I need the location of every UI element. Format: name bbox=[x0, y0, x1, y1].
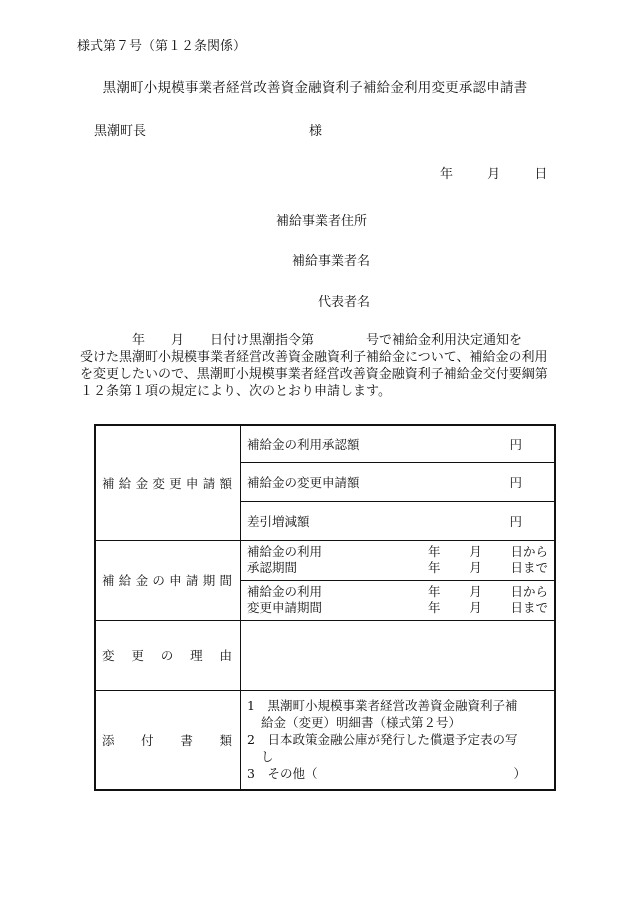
request-body bbox=[80, 332, 550, 400]
applicant-name-label: 補給事業者名 bbox=[292, 254, 371, 269]
attachments-header: 添付書類 bbox=[95, 690, 241, 790]
period-header: 補給金の申請期間 bbox=[95, 540, 241, 620]
difference-row bbox=[241, 501, 556, 540]
addressee: 黒潮町長 bbox=[94, 124, 147, 139]
representative-label: 代表者名 bbox=[318, 295, 371, 310]
month-label: 月 bbox=[487, 167, 501, 182]
year-label: 年 bbox=[428, 560, 441, 575]
attachments-list bbox=[241, 690, 556, 790]
difference-label: 差引増減額 bbox=[247, 513, 310, 529]
changed-period-row bbox=[241, 580, 556, 620]
year-label: 年 bbox=[440, 167, 454, 182]
body-line: を変更したいので、黒潮町小規模事業者経営改善資金融資利子補給金交付要綱第 bbox=[80, 367, 548, 382]
approved-period-row bbox=[241, 540, 556, 580]
close-paren: ） bbox=[513, 766, 526, 782]
applicant-address-label: 補給事業者住所 bbox=[276, 214, 368, 229]
attachment-item: 1 黒潮町小規模事業者経営改善資金融資利子補 bbox=[247, 698, 518, 714]
approved-period-label-1: 補給金の利用 bbox=[247, 544, 323, 559]
honorific: 様 bbox=[309, 124, 323, 139]
body-line: 受けた黒潮町小規模事業者経営改善資金融資利子補給金について、補給金の利用 bbox=[80, 350, 548, 365]
approved-amount-row bbox=[241, 425, 556, 462]
month-label: 月 bbox=[469, 600, 482, 615]
yen-unit: 円 bbox=[509, 436, 522, 452]
reason-field[interactable] bbox=[241, 620, 556, 690]
day-to-label: 日まで bbox=[510, 560, 548, 575]
requested-amount-row bbox=[241, 462, 556, 501]
reason-header: 変更の理由 bbox=[95, 620, 241, 690]
approved-period-label-2: 承認期間 bbox=[247, 560, 298, 575]
change-amount-header: 補給金変更申請額 bbox=[95, 425, 241, 540]
day-from-label: 日から bbox=[510, 584, 548, 599]
day-to-label: 日まで bbox=[510, 600, 548, 615]
month-label: 月 bbox=[469, 544, 482, 559]
body-line: １２条第１項の規定により、次のとおり申請します。 bbox=[80, 384, 391, 399]
body-line: 年 月 日付け黒潮指令第 号で補給金利用決定通知を bbox=[80, 333, 523, 348]
date-line bbox=[440, 163, 547, 182]
form-number: 様式第７号（第１２条関係） bbox=[77, 39, 247, 54]
changed-period-label-1: 補給金の利用 bbox=[247, 584, 323, 599]
month-label: 月 bbox=[469, 560, 482, 575]
requested-amount-label: 補給金の変更申請額 bbox=[247, 474, 360, 490]
attachment-item: 2 日本政策金融公庫が発行した償還予定表の写 bbox=[247, 732, 518, 748]
yen-unit: 円 bbox=[509, 513, 522, 529]
year-label: 年 bbox=[428, 544, 441, 559]
day-label: 日 bbox=[534, 167, 548, 182]
approved-amount-label: 補給金の利用承認額 bbox=[247, 436, 360, 452]
day-from-label: 日から bbox=[510, 544, 548, 559]
application-table bbox=[94, 424, 556, 791]
year-label: 年 bbox=[428, 584, 441, 599]
document-title: 黒潮町小規模事業者経営改善資金融資利子補給金利用変更承認申請書 bbox=[102, 80, 528, 96]
year-label: 年 bbox=[428, 600, 441, 615]
attachment-item: 3 その他（ ） bbox=[247, 766, 526, 782]
changed-period-label-2: 変更申請期間 bbox=[247, 600, 323, 615]
attachment-item-cont: 給金（変更）明細書（様式第２号） bbox=[261, 715, 462, 731]
yen-unit: 円 bbox=[509, 474, 522, 490]
month-label: 月 bbox=[469, 584, 482, 599]
attachment-item-cont: し bbox=[261, 749, 274, 765]
